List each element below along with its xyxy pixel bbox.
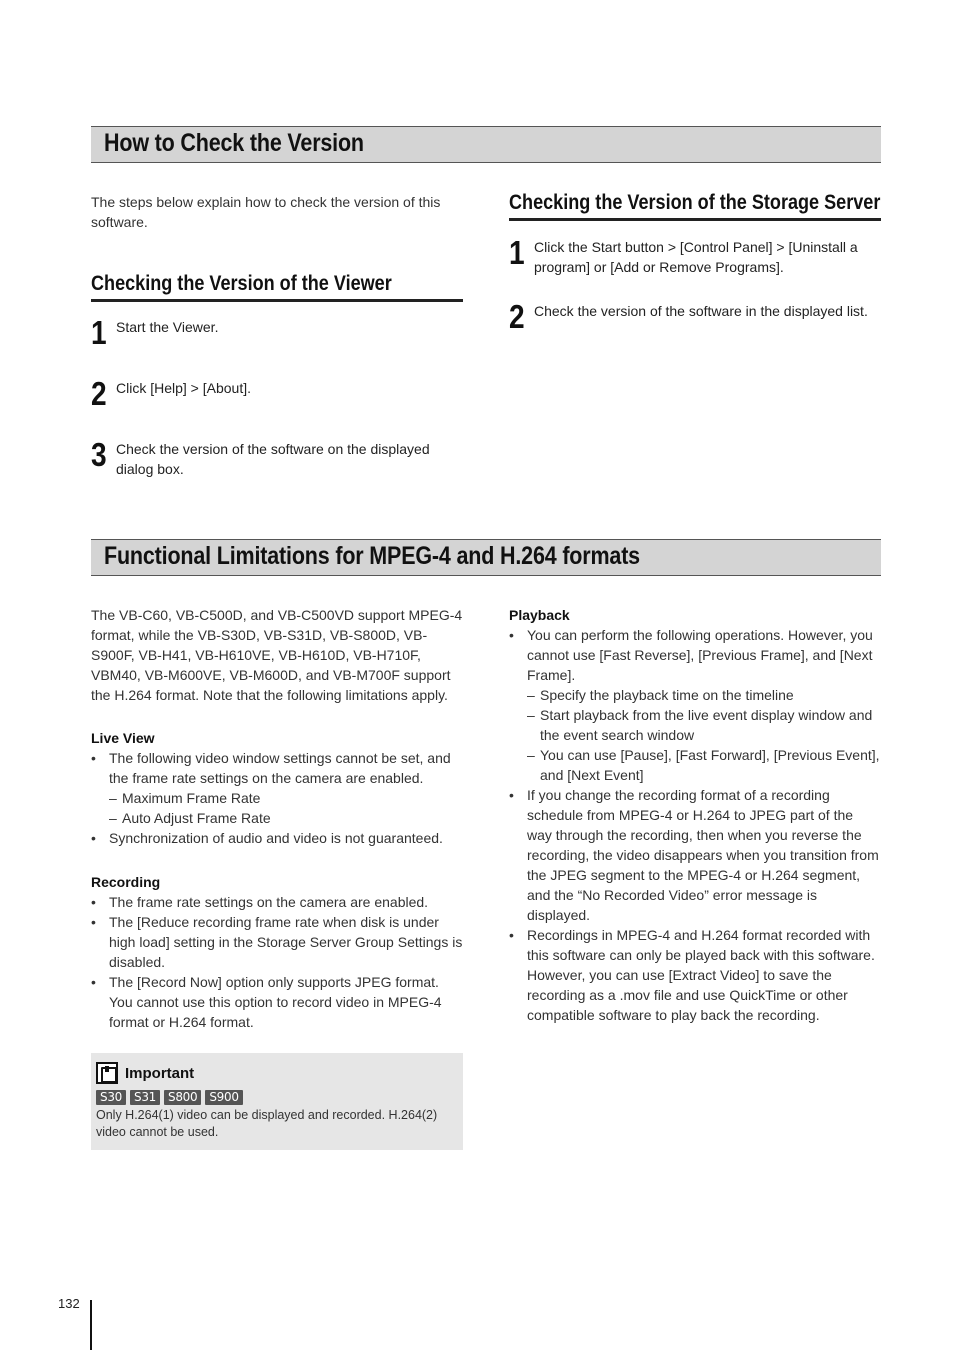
step-text: Check the version of the software on the displayed dialog box. [116,441,430,477]
server-step-1 [509,234,881,277]
intro-text: The steps below explain how to check the version of this software. [91,194,441,230]
list-item: • Synchronization of audio and video is not guaranteed. [91,828,463,848]
list-subitem: – Specify the playback time on the timeline [509,685,881,705]
live-view-heading: Live View [91,730,155,746]
model-tag-s800: S800 [164,1090,201,1105]
viewer-heading-block [91,272,463,302]
recording-heading: Recording [91,874,161,890]
model-tag-s30: S30 [96,1090,126,1105]
viewer-heading: Checking the Version of the Viewer [91,272,392,295]
step-text: Click [Help] > [About]. [116,380,252,396]
important-title: Important [125,1064,195,1082]
list-item: • The following video window settings cannot be set, and the frame rate settings on the camera are enabled. [91,748,463,788]
left-column [91,605,463,1032]
section-header-check-version [91,126,881,163]
section-title: How to Check the Version [104,129,364,157]
step-number: 3 [91,436,107,473]
playback-heading: Playback [509,607,570,623]
recording-list [91,892,463,1032]
step-text: Click the Start button > [Control Panel] > [Uninstall a program] or [Add or Remove Programs]. [534,239,858,275]
important-note-box [91,1053,463,1150]
important-header [96,1061,458,1085]
page-margin-rule [90,1300,92,1350]
viewer-step-1 [91,314,463,351]
step-number: 2 [91,375,107,412]
list-item: • The [Record Now] option only supports JPEG format. You cannot use this option to record video in MPEG-4 format or H.264 format. [91,972,463,1032]
section-header-limitations [91,539,881,576]
step-number: 2 [509,298,525,335]
list-item: • The frame rate settings on the camera are enabled. [91,892,463,912]
step-number: 1 [509,234,525,271]
model-tag-s900: S900 [205,1090,242,1105]
right-column [509,605,881,1025]
viewer-step-3 [91,436,463,479]
list-item: • You can perform the following operations. However, you cannot use [Fast Reverse], [Previous Frame], and [Next Frame]. [509,625,881,685]
list-item: • If you change the recording format of a recording schedule from MPEG-4 or H.264 to JPEG part of the way through the recording, then when you reverse the recording, the video disappears when you transition from the JPEG segment to the MPEG-4 or H.264 segment, and the “No Recorded Video” error message is displayed. [509,785,881,925]
section-title: Functional Limitations for MPEG-4 and H.264 formats [104,542,640,570]
server-heading-block [509,191,881,221]
important-note-text: Only H.264(1) video can be displayed and recorded. H.264(2) video cannot be used. [96,1108,438,1139]
list-subitem: – Maximum Frame Rate [91,788,463,808]
playback-list [509,625,881,1025]
server-step-2 [509,298,881,335]
list-subitem: – You can use [Pause], [Fast Forward], [Previous Event], and [Next Event] [509,745,881,785]
model-tag-s31: S31 [130,1090,160,1105]
step-text: Start the Viewer. [116,319,219,335]
list-subitem: – Auto Adjust Frame Rate [91,808,463,828]
step-text: Check the version of the software in the displayed list. [534,303,868,319]
viewer-step-2 [91,375,463,412]
step-number: 1 [91,314,107,351]
server-heading: Checking the Version of the Storage Server [509,191,881,214]
list-subitem: – Start playback from the live event display window and the event search window [509,705,881,745]
page-number: 132 [58,1296,80,1311]
list-item: • The [Reduce recording frame rate when disk is under high load] setting in the Storage Server Group Settings is disabled. [91,912,463,972]
important-icon [96,1062,118,1084]
model-tags [96,1090,458,1105]
limitations-intro: The VB-C60, VB-C500D, and VB-C500VD support MPEG-4 format, while the VB-S30D, VB-S31D, VB-S800D, VB-S900F, VB-H41, VB-H610VE, VB-H610D, VB-H710F, VBM40, VB-M600VE, VB-M600D, and VB-M700F support the H.264 format. Note that the following limitations apply. [91,607,463,703]
live-view-list [91,748,463,848]
list-item: • Recordings in MPEG-4 and H.264 format recorded with this software can only be played back with this software. However, you can use [Extract Video] to save the recording as a .mov file and use QuickTime or other compatible software to play back the recording. [509,925,881,1025]
